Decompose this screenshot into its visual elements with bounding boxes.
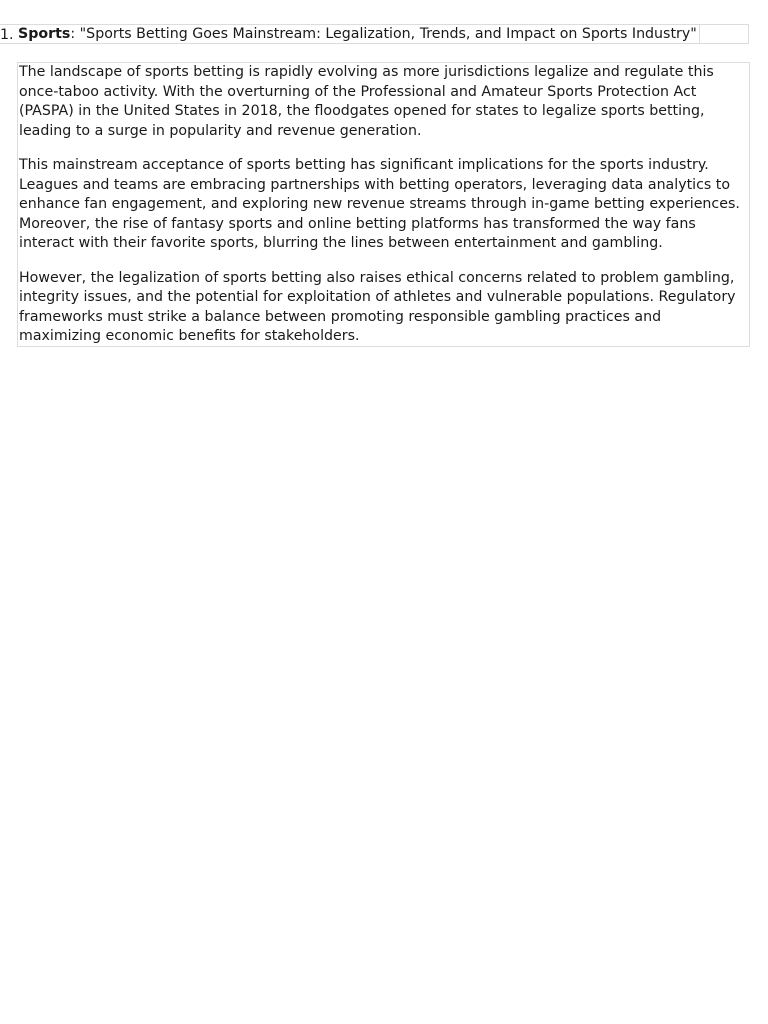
paragraph-1: The landscape of sports betting is rapidly evolving as more jurisdictions legalize and regulate this once-taboo activity. With the overturning of the Professional and Amateur Sports Protection Act (PASPA) in the United States in 2018, the floodgates opened for states to legalize sports betting, leading to a surge in popularity and revenue generation. — [19, 64, 714, 139]
paragraph-3: However, the legalization of sports betting also raises ethical concerns related to problem gambling, integrity issues, and the potential for exploitation of athletes and vulnerable populations. Regulatory frameworks must strike a balance between promoting responsible gambling practices and maximizing economic benefits for stakeholders. — [19, 269, 736, 344]
article-body — [17, 62, 750, 347]
title-cell — [17, 24, 700, 44]
title-row — [0, 24, 749, 44]
paragraph-2: This mainstream acceptance of sports betting has significant implications for the sports industry. Leagues and teams are embracing partnerships with betting operators, leveraging data analytics to enhance fan engagement, and exploring new revenue streams through in-game betting experiences. Moreover, the rise of fantasy sports and online betting platforms has transformed the way fans interact with their favorite sports, blurring the lines between entertainment and gambling. — [19, 157, 740, 251]
list-marker: 1. — [0, 27, 14, 43]
article-title: "Sports Betting Goes Mainstream: Legalization, Trends, and Impact on Sports Industry" — [79, 26, 697, 42]
topic-separator: : — [70, 26, 80, 42]
topic-label: Sports — [18, 26, 71, 42]
